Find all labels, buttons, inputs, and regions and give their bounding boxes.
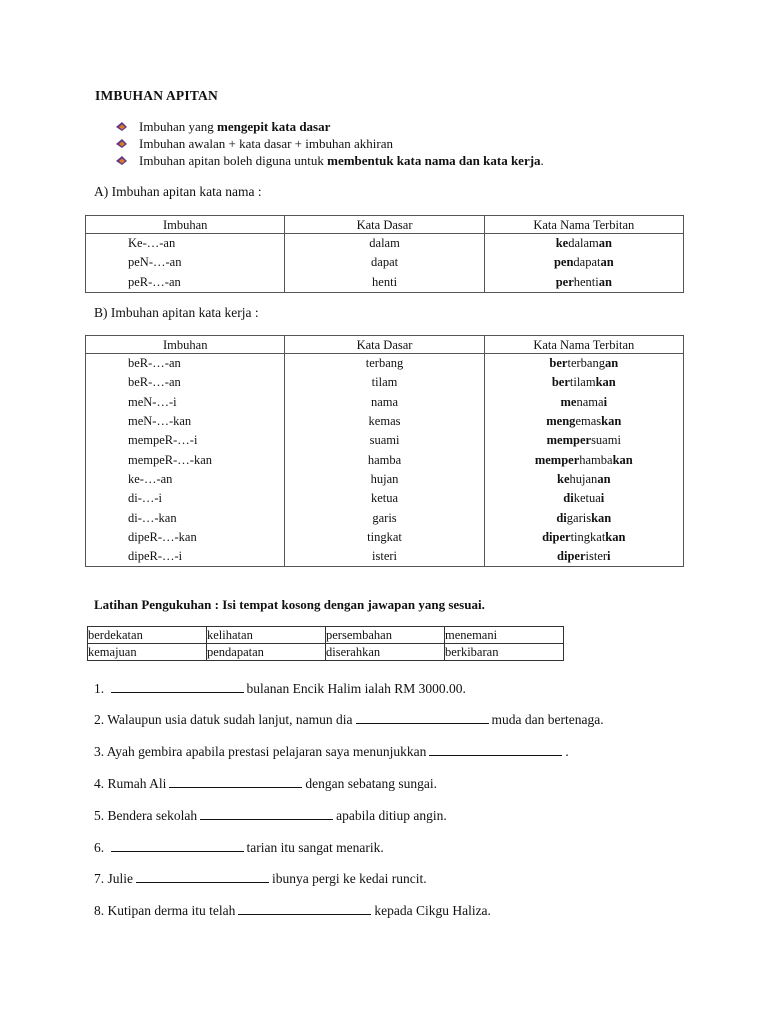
question-number: 5. (94, 808, 108, 823)
affix-part: i (600, 491, 605, 506)
affix-part: i (607, 549, 611, 564)
affix-part: an (597, 471, 611, 486)
question-text: Kutipan derma itu telah (107, 903, 236, 918)
imbuhan-cell: meN-…-kan (86, 412, 285, 431)
affix-part: di (556, 510, 567, 525)
root-part: emas (575, 414, 602, 429)
table-row (86, 508, 684, 527)
kata-dasar-cell: ketua (285, 489, 484, 508)
question-text: Rumah Ali (107, 776, 167, 791)
kata-dasar-cell: suami (285, 431, 484, 450)
imbuhan-cell: di-…-kan (86, 508, 285, 527)
imbuhan-cell: Ke-…-an (86, 234, 285, 254)
kata-terbitan-cell (484, 470, 683, 489)
bullet-text: Imbuhan awalan + kata dasar + imbuhan akhiran (139, 136, 393, 151)
diamond-bullet-icon (115, 138, 128, 149)
question-number: 3. (94, 744, 107, 759)
imbuhan-cell: dipeR-…-i (86, 547, 285, 567)
word-bank-cell: berkibaran (445, 644, 564, 661)
table-row (86, 253, 684, 272)
root-part: nama (576, 394, 604, 409)
kata-terbitan-cell (484, 234, 683, 254)
table-row (86, 393, 684, 412)
question-item (94, 871, 427, 887)
affix-part: diper (542, 529, 571, 544)
answer-blank[interactable] (169, 776, 302, 788)
kata-dasar-cell: kemas (285, 412, 484, 431)
bullet-text: Imbuhan apitan boleh diguna untuk (139, 153, 328, 168)
answer-blank[interactable] (111, 840, 244, 852)
table-row (86, 470, 684, 489)
affix-part: an (604, 356, 619, 371)
kata-terbitan-cell (484, 508, 683, 527)
question-number: 7. (94, 871, 108, 886)
table-body (86, 354, 684, 567)
imbuhan-cell: meN-…-i (86, 393, 285, 412)
kata-dasar-cell: dapat (285, 253, 484, 272)
word-bank-body (88, 627, 564, 661)
affix-part: ke (555, 236, 569, 251)
imbuhan-cell: beR-…-an (86, 354, 285, 374)
imbuhan-cell: beR-…-an (86, 373, 285, 392)
kata-dasar-cell: dalam (285, 234, 484, 254)
kata-terbitan-cell (484, 412, 683, 431)
word-bank-cell: kemajuan (88, 644, 207, 661)
kata-terbitan-cell (484, 253, 683, 272)
intro-bullet-list (115, 118, 544, 169)
imbuhan-cell: ke-…-an (86, 470, 285, 489)
table-row (86, 354, 684, 374)
question-item (94, 744, 569, 760)
exercise-heading (94, 597, 485, 613)
affix-part: pen (553, 255, 574, 270)
column-header: Kata Nama Terbitan (484, 336, 683, 354)
bullet-bold-text: membentuk kata nama dan kata kerja (327, 153, 541, 168)
root-part: hujan (569, 471, 598, 486)
kata-dasar-cell: isteri (285, 547, 484, 567)
table-row (86, 234, 684, 254)
root-part: dalam (568, 236, 599, 251)
bullet-item (115, 152, 544, 169)
word-bank-row (88, 627, 564, 644)
imbuhan-cell: dipeR-…-kan (86, 528, 285, 547)
affix-part: ber (549, 356, 568, 371)
kata-terbitan-cell (484, 354, 683, 374)
question-number: 8. (94, 903, 108, 918)
question-text: Walaupun usia datuk sudah lanjut, namun dia (107, 712, 353, 727)
affix-part: kan (595, 375, 616, 390)
table-kata-kerja (85, 335, 684, 567)
word-bank-table (87, 626, 564, 661)
kata-dasar-cell: garis (285, 508, 484, 527)
table-row (86, 373, 684, 392)
question-text: apabila ditiup angin. (336, 808, 447, 823)
root-part: tingkat (570, 529, 606, 544)
kata-dasar-cell: hamba (285, 450, 484, 469)
affix-part: diper (557, 549, 586, 564)
exercise-title: Latihan Pengukuhan : (94, 597, 219, 612)
bullet-bold-text: mengepit kata dasar (216, 119, 331, 134)
word-bank-cell: persembahan (326, 627, 445, 644)
kata-dasar-cell: tingkat (285, 528, 484, 547)
root-part: henti (573, 274, 599, 289)
imbuhan-cell: peR-…-an (86, 273, 285, 293)
kata-terbitan-cell (484, 528, 683, 547)
kata-terbitan-cell (484, 373, 683, 392)
column-header: Kata Dasar (285, 216, 484, 234)
kata-terbitan-cell (484, 431, 683, 450)
kata-dasar-cell: hujan (285, 470, 484, 489)
bullet-item (115, 118, 544, 135)
answer-blank[interactable] (356, 712, 489, 724)
column-header: Imbuhan (86, 216, 285, 234)
table-row (86, 528, 684, 547)
question-text: kepada Cikgu Haliza. (374, 903, 491, 918)
question-text: bulanan Encik Halim ialah RM 3000.00. (246, 681, 466, 696)
root-part: ketua (573, 491, 601, 506)
kata-dasar-cell: terbang (285, 354, 484, 374)
section-b-heading: B) Imbuhan apitan kata kerja : (94, 305, 259, 320)
kata-dasar-cell: tilam (285, 373, 484, 392)
imbuhan-cell: peN-…-an (86, 253, 285, 272)
page-title: IMBUHAN APITAN (95, 88, 218, 103)
kata-terbitan-cell (484, 393, 683, 412)
affix-part: ber (551, 375, 570, 390)
diamond-bullet-icon (115, 155, 128, 166)
affix-part: an (600, 255, 614, 270)
table-row (86, 450, 684, 469)
question-item (94, 681, 466, 697)
affix-part: memper (534, 452, 580, 467)
affix-part: per (555, 274, 574, 289)
word-bank-cell: pendapatan (207, 644, 326, 661)
affix-part: meng (546, 414, 576, 429)
column-header: Imbuhan (86, 336, 285, 354)
table-row (86, 547, 684, 567)
question-text: Ayah gembira apabila prestasi pelajaran saya menunjukkan (106, 744, 427, 759)
question-number: 4. (94, 776, 108, 791)
question-item (94, 808, 447, 824)
affix-part: kan (601, 414, 622, 429)
affix-part: an (598, 274, 612, 289)
kata-terbitan-cell (484, 489, 683, 508)
table-kata-nama (85, 215, 684, 293)
question-text: Bendera sekolah (107, 808, 198, 823)
affix-part: di (563, 491, 574, 506)
affix-part: kan (605, 529, 626, 544)
affix-part: i (603, 394, 608, 409)
question-text: . (565, 744, 569, 759)
question-text: muda dan bertenaga. (491, 712, 604, 727)
word-bank-row (88, 644, 564, 661)
question-item (94, 712, 604, 728)
bullet-text: Imbuhan yang (139, 119, 217, 134)
affix-part: an (598, 236, 612, 251)
column-header: Kata Dasar (285, 336, 484, 354)
kata-terbitan-cell (484, 273, 683, 293)
answer-blank[interactable] (111, 681, 244, 693)
question-text: ibunya pergi ke kedai runcit. (272, 871, 427, 886)
question-number: 1. (94, 681, 108, 696)
root-part: suami (591, 433, 621, 448)
question-item (94, 903, 491, 919)
imbuhan-cell: mempeR-…-kan (86, 450, 285, 469)
affix-part: memper (546, 433, 592, 448)
question-number: 6. (94, 840, 108, 855)
affix-part: kan (591, 510, 612, 525)
kata-dasar-cell: henti (285, 273, 484, 293)
question-text: dengan sebatang sungai. (305, 776, 437, 791)
section-a-heading: A) Imbuhan apitan kata nama : (94, 184, 262, 199)
question-text: tarian itu sangat menarik. (246, 840, 384, 855)
table-row (86, 412, 684, 431)
affix-part: ke (557, 471, 570, 486)
bullet-trailing-text: . (540, 153, 544, 168)
root-part: garis (566, 510, 592, 525)
kata-dasar-cell: nama (285, 393, 484, 412)
question-item (94, 776, 437, 792)
word-bank-cell: menemani (445, 627, 564, 644)
root-part: dapat (573, 255, 601, 270)
column-header: Kata Nama Terbitan (484, 216, 683, 234)
question-text: Julie (107, 871, 133, 886)
table-row (86, 489, 684, 508)
word-bank-cell: kelihatan (207, 627, 326, 644)
answer-blank[interactable] (238, 903, 371, 915)
affix-part: me (560, 394, 577, 409)
word-bank-cell: diserahkan (326, 644, 445, 661)
question-item (94, 840, 384, 856)
imbuhan-cell: di-…-i (86, 489, 285, 508)
root-part: tilam (569, 375, 596, 390)
table-row (86, 273, 684, 293)
answer-blank[interactable] (136, 871, 269, 883)
root-part: hamba (579, 452, 613, 467)
answer-blank[interactable] (429, 744, 562, 756)
table-body (86, 234, 684, 293)
imbuhan-cell: mempeR-…-i (86, 431, 285, 450)
word-bank-cell: berdekatan (88, 627, 207, 644)
diamond-bullet-icon (115, 121, 128, 132)
bullet-item (115, 135, 544, 152)
affix-part: kan (612, 452, 633, 467)
root-part: ister (585, 549, 608, 564)
root-part: terbang (567, 356, 605, 371)
kata-terbitan-cell (484, 547, 683, 567)
table-row (86, 431, 684, 450)
exercise-instruction: Isi tempat kosong dengan jawapan yang sesuai. (222, 597, 485, 612)
question-number: 2. (94, 712, 108, 727)
kata-terbitan-cell (484, 450, 683, 469)
answer-blank[interactable] (200, 808, 333, 820)
